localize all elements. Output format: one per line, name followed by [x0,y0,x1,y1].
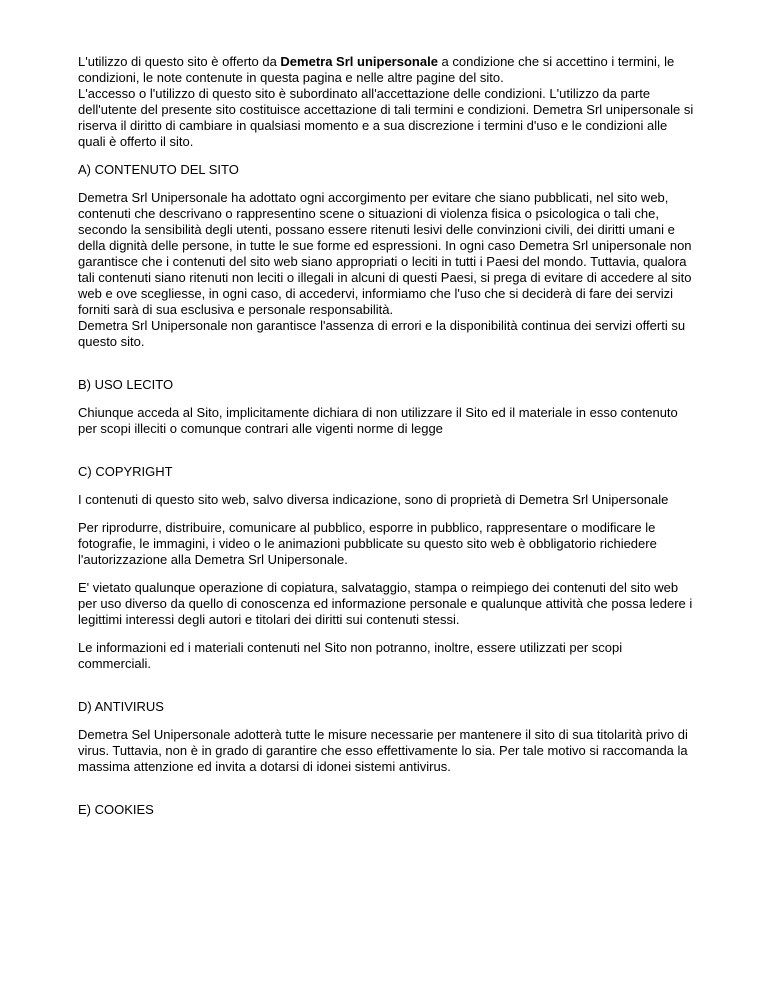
intro-line-1 [78,54,698,86]
section-c-paragraph-4: Le informazioni ed i materiali contenuti nel Sito non potranno, inoltre, essere utilizzati per scopi commerciali. [78,640,623,671]
section-c-paragraph-1: I contenuti di questo sito web, salvo diversa indicazione, sono di proprietà di Demetra Srl Unipersonale [78,492,669,507]
section-b-heading: B) USO LECITO [78,377,174,392]
intro-line-2: L'accesso o l'utilizzo di questo sito è subordinato all'accettazione delle condizioni. L'utilizzo da parte dell'utente del presente sito costituisce accettazione di tali termini e condizioni. Demetra Srl unipersonale si riserva il diritto di cambiare in qualsiasi momento e a sua discrezione i termini d'uso e le condizioni alle quali è offerto il sito. [78,86,694,149]
section-d-heading: D) ANTIVIRUS [78,699,164,714]
section-c-paragraph-2: Per riprodurre, distribuire, comunicare al pubblico, esporre in pubblico, rappresentare o modificare le fotografie, le immagini, i video o le animazioni pubblicate su questo sito web è obbligatorio richiedere l'autorizzazione alla Demetra Srl Unipersonale. [78,520,657,567]
company-name: Demetra Srl unipersonale [280,54,438,69]
intro-text-post: a condizione che si accettino i termini, le condizioni, le note contenute in questa pagina e nelle altre pagine del sito. [78,54,675,85]
document-page [78,54,698,830]
section-e-heading: E) COOKIES [78,802,154,817]
section-gap [78,787,698,802]
section-c-paragraph-3: E' vietato qualunque operazione di copiatura, salvataggio, stampa o reimpiego dei contenuti del sito web per uso diverso da quello di conoscenza ed informazione personale e qualunque attività che possa ledere i legittimi interessi degli autori e titolari dei diritti sui contenuti stessi. [78,580,693,627]
section-gap [78,684,698,699]
section-d-paragraph: Demetra Sel Unipersonale adotterà tutte le misure necessarie per mantenere il sito di sua titolarità privo di virus. Tuttavia, non è in grado di garantire che esso effettivamente lo sia. Per tale motivo si raccomanda la massima attenzione ed invita a dotarsi di idonei sistemi antivirus. [78,727,688,774]
intro-text-pre: L'utilizzo di questo sito è offerto da [78,54,281,69]
section-b-paragraph: Chiunque acceda al Sito, implicitamente dichiara di non utilizzare il Sito ed il materiale in esso contenuto per scopi illeciti o comunque contrari alle vigenti norme di legge [78,405,678,436]
section-gap [78,449,698,464]
section-a-paragraph [78,190,698,350]
section-a-text-1: Demetra Srl Unipersonale ha adottato ogni accorgimento per evitare che siano pubblicati, nel sito web, contenuti che descrivano o rappresentino scene o situazioni di violenza fisica o psicologica o tali che, secondo la sensibilità degli utenti, possano essere ritenuti lesivi delle convinzioni civili, dei diritti umani e della dignità delle persone, in tutte le sue forme ed espressioni. In ogni caso Demetra Srl unipersonale non garantisce che i contenuti del sito web siano appropriati o leciti in tutti i Paesi del mondo. Tuttavia, qualora tali contenuti siano ritenuti non leciti o illegali in alcuni di questi Paesi, si prega di evitare di accedere al sito web e ove scegliesse, in ogni caso, di accedervi, informiamo che l'uso che si deciderà di fare dei servizi forniti sarà di sua esclusiva e personale responsabilità. [78,190,692,317]
intro-paragraph [78,54,698,150]
section-gap [78,362,698,377]
section-c-heading: C) COPYRIGHT [78,464,173,479]
section-a-heading: A) CONTENUTO DEL SITO [78,162,239,177]
section-a-text-2: Demetra Srl Unipersonale non garantisce l'assenza di errori e la disponibilità continua dei servizi offerti su questo sito. [78,318,686,349]
